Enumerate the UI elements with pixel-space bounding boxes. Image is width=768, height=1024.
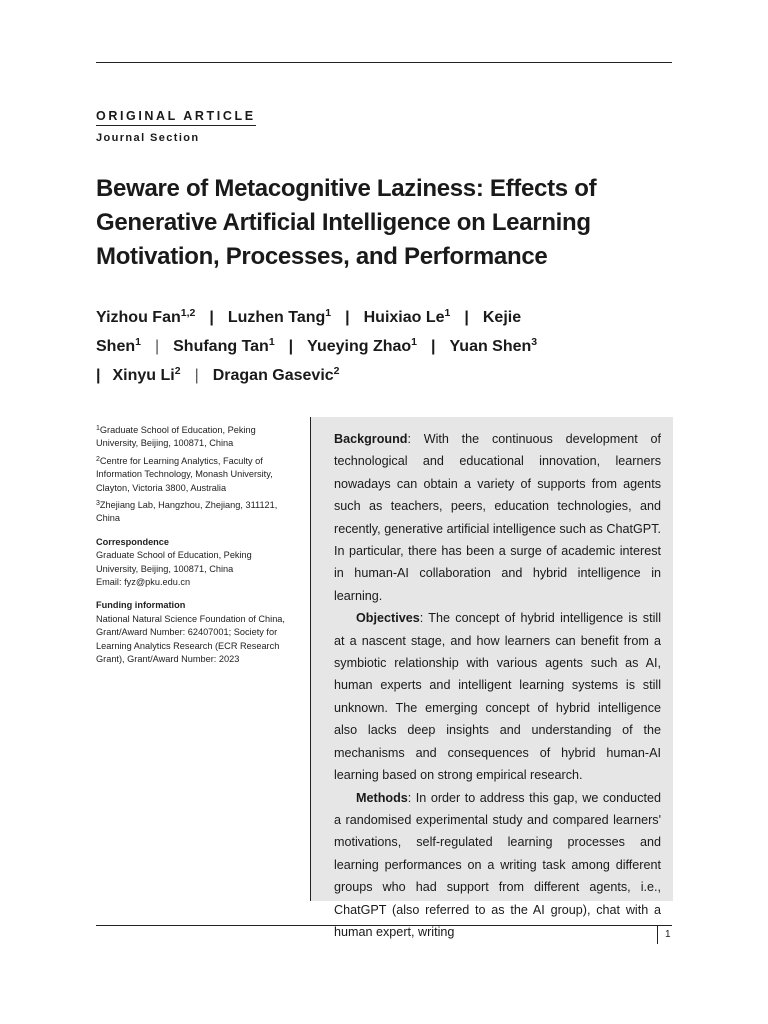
correspondence-address: Graduate School of Education, Peking University, Beijing, 100871, China bbox=[96, 550, 252, 574]
author-line-3 bbox=[96, 361, 656, 390]
author: Yuan Shen$^3$ bbox=[449, 336, 538, 355]
affiliation: $^2$Centre for Learning Analytics, Faculty of Information Technology, Monash University, Clayton, Victoria 3800, Australia bbox=[96, 455, 273, 493]
author-list bbox=[96, 303, 656, 390]
author-line-1 bbox=[96, 303, 656, 332]
page-number-divider bbox=[657, 925, 658, 944]
author: Xinyu Li$^2$ bbox=[112, 365, 181, 384]
author-separator: | bbox=[96, 367, 101, 384]
journal-section-label: Journal Section bbox=[96, 132, 200, 144]
author: Dragan Gasevic$^2$ bbox=[212, 365, 340, 384]
author: Luzhen Tang$^1$ bbox=[227, 307, 332, 326]
author-separator: | bbox=[345, 309, 350, 326]
abstract-methods: Methods: In order to address this gap, we conducted a randomised experimental study and compared learners' motivations, self-regulated learning processes and learning performances on a writing task among different groups who had support from different agents, i.e., ChatGPT (also referred to as the AI group), chat with a human expert, writing bbox=[334, 790, 661, 939]
abstract-objectives: Objectives: The concept of hybrid intelligence is still at a nascent stage, and how learners can benefit from a symbiotic relationship with various agents such as AI, human experts and intelligent learning systems is still unknown. The emerging concept of hybrid intelligence also lacks deep insights and understanding of the mechanisms and consequences of hybrid human-AI learning based on strong empirical research. bbox=[334, 611, 661, 783]
author-separator: | bbox=[194, 367, 199, 384]
abstract-box bbox=[310, 417, 673, 939]
author-separator: | bbox=[154, 338, 160, 355]
correspondence-email[interactable]: Email: fyz@pku.edu.cn bbox=[96, 577, 191, 588]
author: Yizhou Fan$^{1,2}$ bbox=[96, 307, 196, 326]
author-separator: | bbox=[209, 309, 214, 326]
bottom-rule bbox=[96, 925, 672, 926]
top-rule bbox=[96, 62, 672, 63]
affiliation-sidebar bbox=[96, 424, 296, 667]
affiliation: $^3$Zhejiang Lab, Hangzhou, Zhejiang, 311121, China bbox=[96, 500, 278, 524]
author: Shufang Tan$^1$ bbox=[173, 336, 275, 355]
author: Kejie bbox=[482, 309, 522, 326]
author: Shen$^1$ bbox=[96, 336, 141, 355]
author-separator: | bbox=[288, 338, 294, 355]
author-line-2 bbox=[96, 332, 656, 361]
correspondence-heading: Correspondence bbox=[96, 536, 170, 547]
affiliation: $^1$Graduate School of Education, Peking University, Beijing, 100871, China bbox=[96, 425, 256, 449]
author-separator: | bbox=[464, 309, 469, 326]
paper-title: Beware of Metacognitive Laziness: Effects of Generative Artificial Intelligence on Learning Motivation, Processes, and Performance bbox=[96, 175, 597, 270]
abstract-background: Background: With the continuous development of technological and educational innovation, learners nowadays can obtain a variety of supports from agents such as teachers, peers, education technologies, and recently, generative artificial intelligence such as ChatGPT. In particular, there has been a surge of academic interest in human-AI collaboration and hybrid intelligence in learning. bbox=[334, 432, 661, 603]
author-separator: | bbox=[431, 338, 436, 355]
article-type-label: ORIGINAL ARTICLE bbox=[96, 109, 256, 126]
author: Huixiao Le$^1$ bbox=[363, 307, 451, 326]
page-number: 1 bbox=[665, 929, 671, 940]
funding-text: National Natural Science Foundation of China, Grant/Award Number: 62407001; Society for Learning Analytics Research (ECR Research Grant), Grant/Award Number: 2023 bbox=[96, 613, 285, 665]
funding-heading: Funding information bbox=[96, 600, 186, 611]
author: Yueying Zhao$^1$ bbox=[307, 336, 418, 355]
